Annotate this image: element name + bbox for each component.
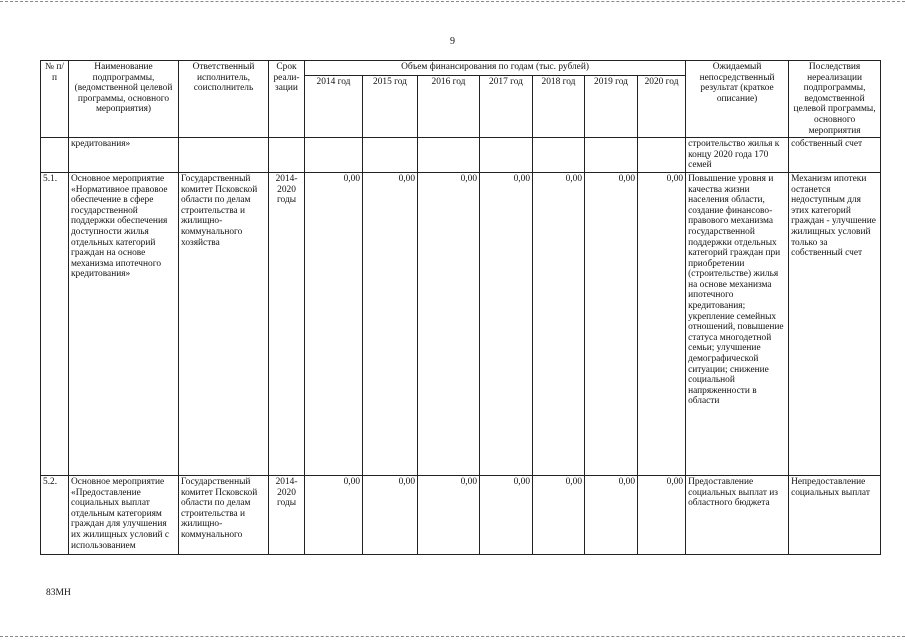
cell-num — [41, 138, 69, 173]
cell-num: 5.2. — [41, 475, 69, 554]
table-row — [41, 138, 881, 173]
cell-value: 0,00 — [533, 475, 585, 554]
cell-value: 0,00 — [418, 475, 480, 554]
cell-result: Предоставление социальных выплат из областного бюджета — [686, 475, 789, 554]
header-year: 2016 год — [418, 76, 480, 138]
cell-value — [638, 138, 686, 173]
cell-responsible: Государственный комитет Псковской области по делам строительства и жилищно-коммунального — [179, 475, 269, 554]
cell-value: 0,00 — [480, 475, 533, 554]
cell-value: 0,00 — [533, 172, 585, 475]
cell-value: 0,00 — [363, 172, 418, 475]
cell-result: Повышение уровня и качества жизни населения области, создание финансово-правового механизма государственной поддержки отдельных категорий граждан при приобретении (строительстве) жилья на основе механизма ипотечного кредитования; укрепление семейных отношений, повышение статуса многодетной семьи; улучшение демографической ситуации; снижение социальной напряженности в области — [686, 172, 789, 475]
cell-value — [533, 138, 585, 173]
header-consequences: Последствия нереализации подпрограммы, ведомственной целевой программы, основного мероприятия — [789, 61, 881, 138]
cell-name: Основное мероприятие «Нормативное правовое обеспечение в сфере государственной поддержки обеспечения доступности жилья отдельных категорий граждан на основе механизма ипотечного кредитования» — [69, 172, 179, 475]
cell-consequences: Механизм ипотеки останется недоступным для этих категорий граждан - улучшение жилищных условий только за собственный счет — [789, 172, 881, 475]
cell-term: 2014-2020 годы — [269, 475, 305, 554]
header-year: 2017 год — [480, 76, 533, 138]
table-row — [41, 475, 881, 554]
cell-value — [363, 138, 418, 173]
cell-value: 0,00 — [638, 475, 686, 554]
page-top-edge — [0, 1, 905, 3]
cell-consequences: Непредоставление социальных выплат — [789, 475, 881, 554]
header-result: Ожидаемый непосредственный результат (краткое описание) — [686, 61, 789, 138]
cell-value: 0,00 — [363, 475, 418, 554]
document-code: 83МН — [46, 588, 71, 598]
page-number: 9 — [450, 36, 455, 47]
header-num: № п/п — [41, 61, 69, 138]
program-table — [40, 60, 881, 555]
header-row-top — [41, 61, 881, 76]
cell-num: 5.1. — [41, 172, 69, 475]
cell-value — [305, 138, 363, 173]
cell-term — [269, 138, 305, 173]
cell-name: Основное мероприятие «Предоставление социальных выплат отдельным категориям граждан для улучшения их жилищных условий с использованием — [69, 475, 179, 554]
header-year: 2020 год — [638, 76, 686, 138]
header-responsible: Ответственный исполнитель, соисполнитель — [179, 61, 269, 138]
cell-value: 0,00 — [305, 172, 363, 475]
table-row — [41, 172, 881, 475]
cell-value: 0,00 — [305, 475, 363, 554]
cell-responsible — [179, 138, 269, 173]
header-year: 2019 год — [585, 76, 638, 138]
cell-value: 0,00 — [638, 172, 686, 475]
cell-value: 0,00 — [480, 172, 533, 475]
header-funding: Объем финансирования по годам (тыс. рублей) — [305, 61, 686, 76]
cell-value: 0,00 — [585, 475, 638, 554]
cell-value: 0,00 — [585, 172, 638, 475]
header-name: Наименование подпрограммы, (ведомственной целевой программы, основного мероприятия) — [69, 61, 179, 138]
cell-consequences: собственный счет — [789, 138, 881, 173]
header-term: Срок реали- зации — [269, 61, 305, 138]
header-year: 2018 год — [533, 76, 585, 138]
cell-result: строительство жилья к концу 2020 года 170 семей — [686, 138, 789, 173]
page-bottom-edge — [0, 636, 905, 638]
cell-term: 2014-2020 годы — [269, 172, 305, 475]
cell-value: 0,00 — [418, 172, 480, 475]
cell-value — [418, 138, 480, 173]
header-year: 2014 год — [305, 76, 363, 138]
cell-name: кредитования» — [69, 138, 179, 173]
cell-value — [480, 138, 533, 173]
cell-value — [585, 138, 638, 173]
header-year: 2015 год — [363, 76, 418, 138]
cell-responsible: Государственный комитет Псковской области по делам строительства и жилищно-коммунального хозяйства — [179, 172, 269, 475]
